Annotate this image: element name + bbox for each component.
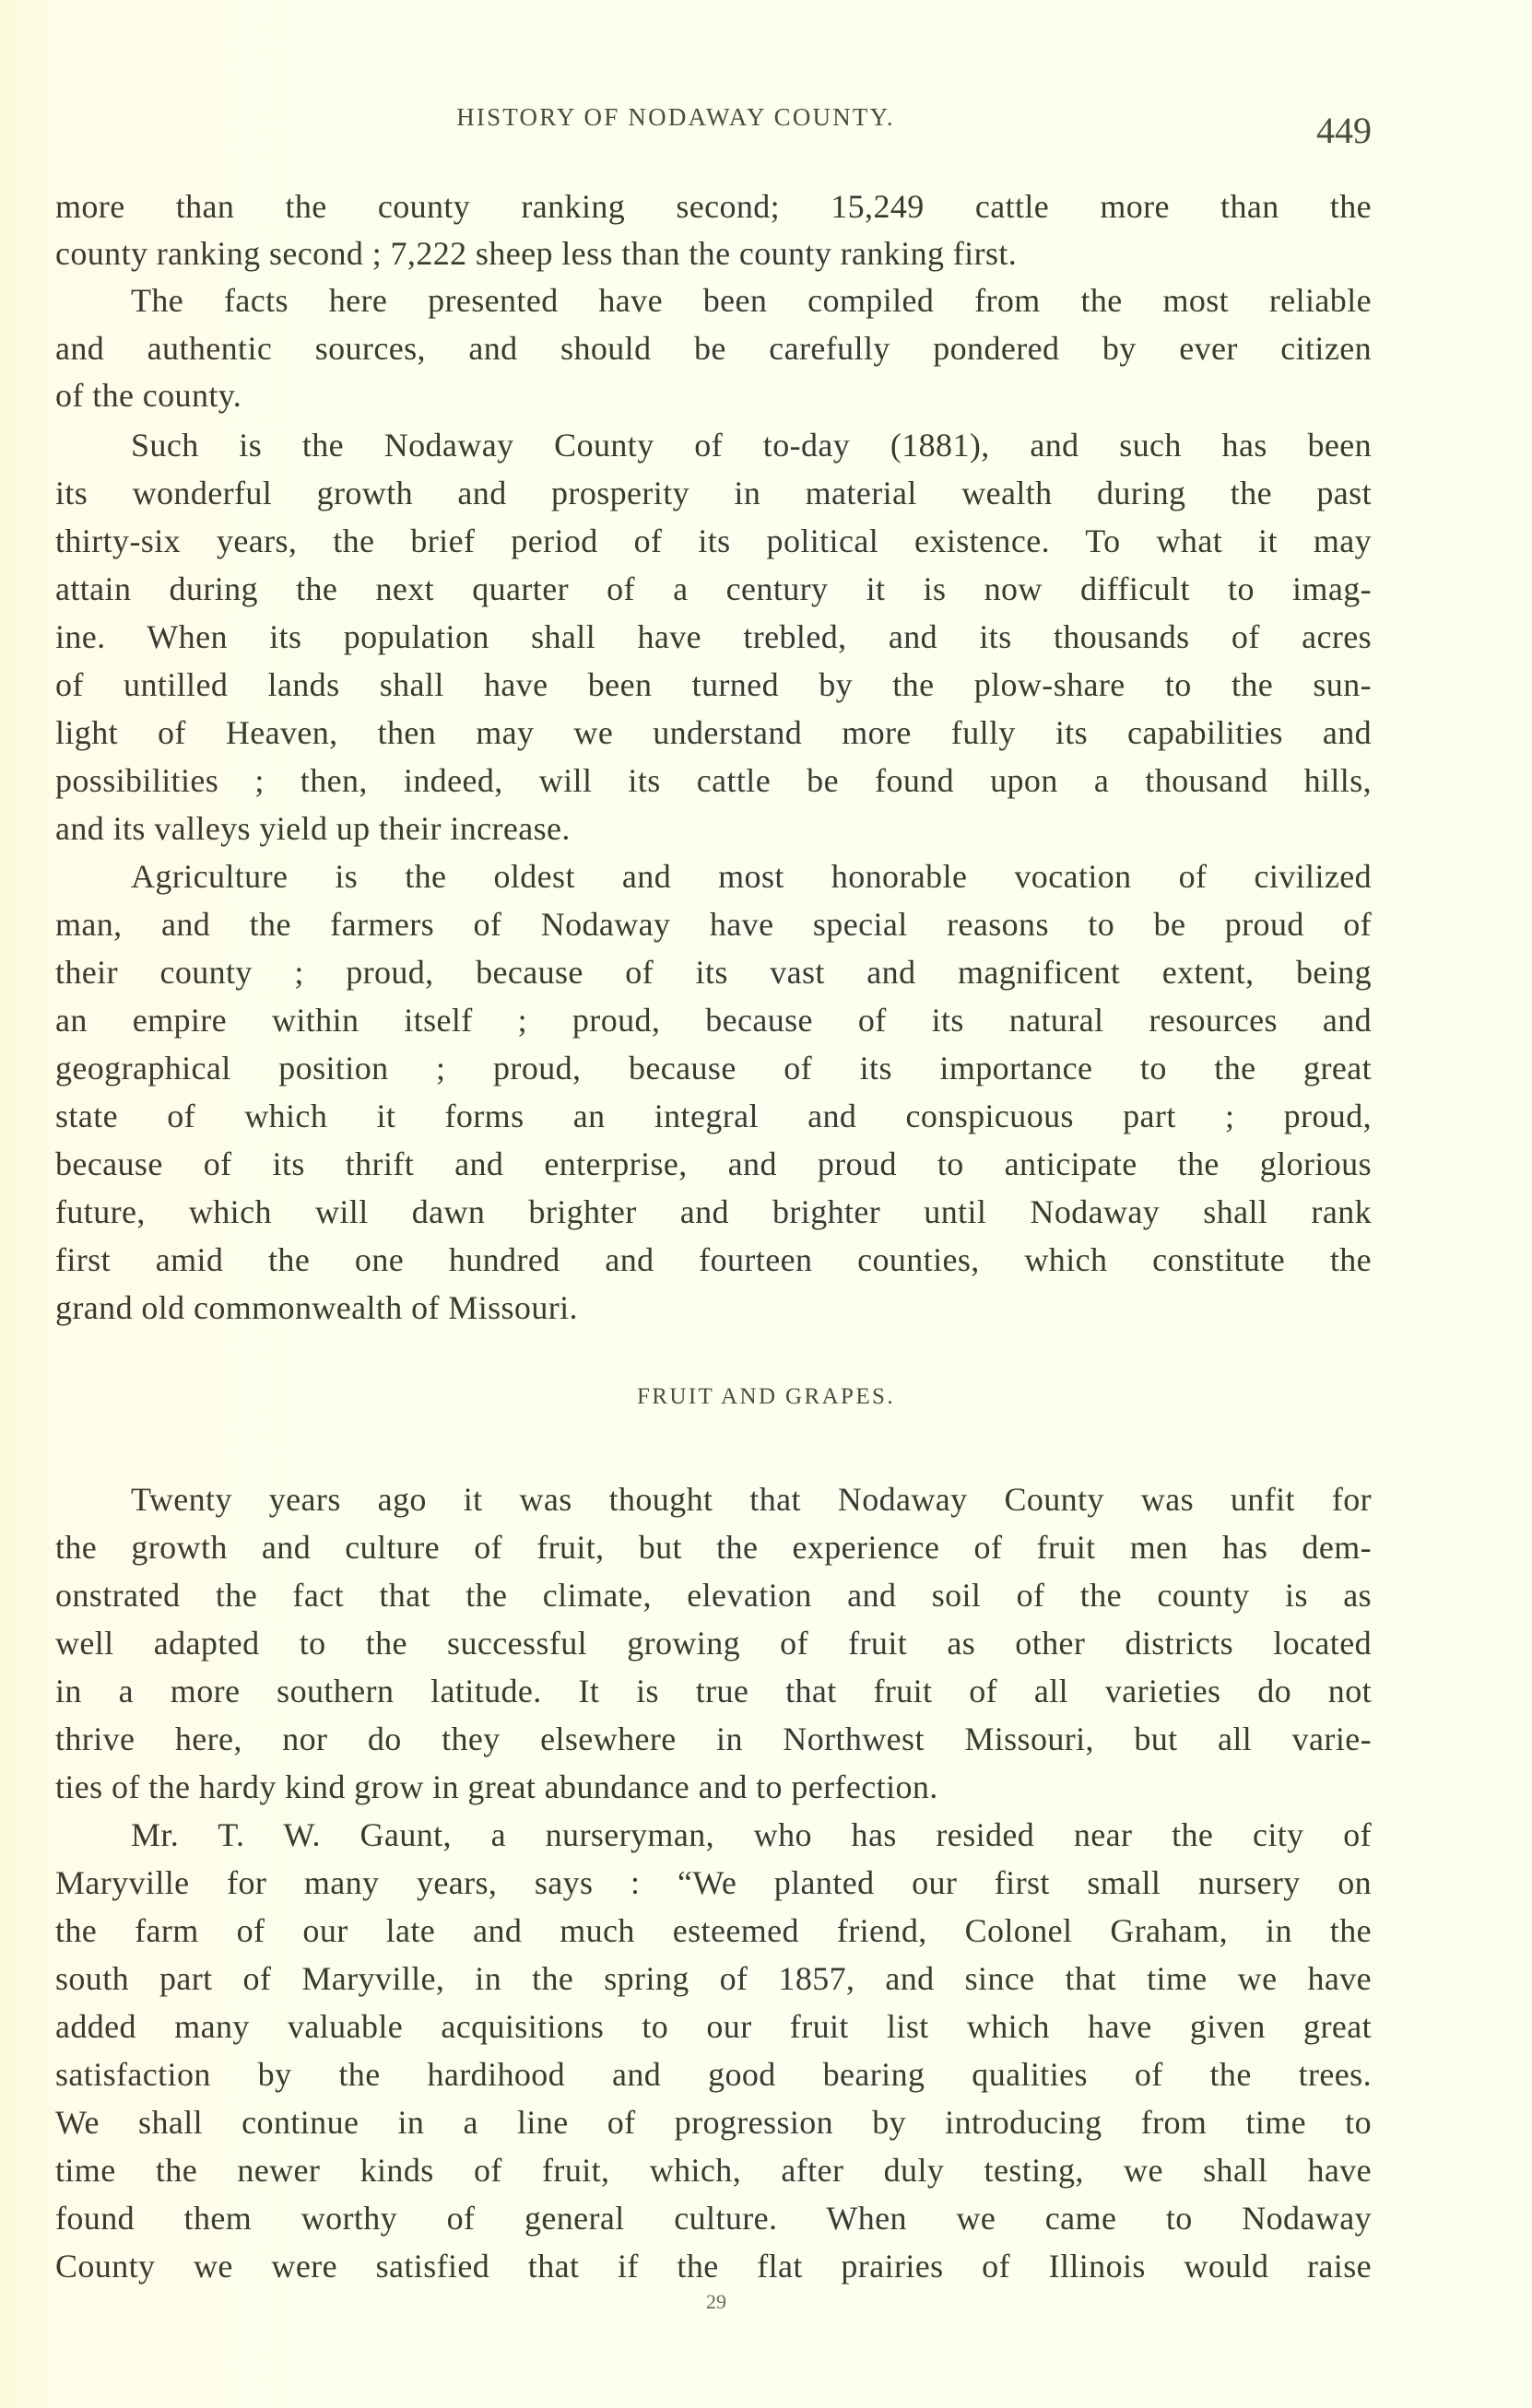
- text-line: possibilities ; then, indeed, will its cattle be found upon a thousand hills,: [55, 762, 1372, 799]
- text-line: ine. When its population shall have trebled, and its thousands of acres: [55, 618, 1372, 655]
- paragraph-first-line: Agriculture is the oldest and most honorable vocation of civilized: [131, 858, 1372, 895]
- text-line: ties of the hardy kind grow in great abundance and to perfection.: [55, 1768, 938, 1805]
- paragraph-first-line: Such is the Nodaway County of to-day (1881), and such has been: [131, 427, 1372, 464]
- running-head: [0, 103, 1532, 149]
- text-line: time the newer kinds of fruit, which, after duly testing, we shall have: [55, 2152, 1372, 2189]
- text-line: geographical position ; proud, because of its importance to the great: [55, 1050, 1372, 1087]
- text-line: well adapted to the successful growing of fruit as other districts located: [55, 1625, 1372, 1662]
- text-line: south part of Maryville, in the spring of 1857, and since that time we have: [55, 1960, 1372, 1997]
- text-line: thrive here, nor do they elsewhere in Northwest Missouri, but all varie-: [55, 1721, 1372, 1757]
- text-line: of untilled lands shall have been turned by the plow-share to the sun-: [55, 666, 1372, 703]
- text-line: and authentic sources, and should be carefully pondered by ever citizen: [55, 330, 1372, 367]
- text-line: first amid the one hundred and fourteen counties, which constitute the: [55, 1241, 1372, 1278]
- text-line: and its valleys yield up their increase.: [55, 810, 571, 847]
- text-line: We shall continue in a line of progression by introducing from time to: [55, 2104, 1372, 2141]
- text-line: because of its thrift and enterprise, and proud to anticipate the glorious: [55, 1145, 1372, 1182]
- text-line: Maryville for many years, says : “We planted our first small nursery on: [55, 1864, 1372, 1901]
- text-line: more than the county ranking second; 15,249 cattle more than the: [55, 188, 1372, 225]
- paragraph-first-line: Twenty years ago it was thought that Nodaway County was unfit for: [131, 1481, 1372, 1518]
- text-line: their county ; proud, because of its vast and magnificent extent, being: [55, 954, 1372, 991]
- text-line: light of Heaven, then may we understand more fully its capabilities and: [55, 714, 1372, 751]
- text-line: county ranking second ; 7,222 sheep less than the county ranking first.: [55, 235, 1018, 272]
- text-line: satisfaction by the hardihood and good bearing qualities of the trees.: [55, 2056, 1372, 2093]
- text-line: attain during the next quarter of a century it is now difficult to imag-: [55, 570, 1372, 607]
- text-line: found them worthy of general culture. When we came to Nodaway: [55, 2200, 1372, 2237]
- text-line: added many valuable acquisitions to our fruit list which have given great: [55, 2008, 1372, 2045]
- text-line: future, which will dawn brighter and brighter until Nodaway shall rank: [55, 1193, 1372, 1230]
- text-line: its wonderful growth and prosperity in material wealth during the past: [55, 475, 1372, 511]
- page-number: 449: [1316, 110, 1372, 151]
- text-line: in a more southern latitude. It is true that fruit of all varieties do not: [55, 1673, 1372, 1709]
- text-line: onstrated the fact that the climate, elevation and soil of the county is as: [55, 1577, 1372, 1614]
- paragraph-first-line: The facts here presented have been compiled from the most reliable: [131, 282, 1372, 319]
- text-line: of the county.: [55, 377, 242, 414]
- text-line: state of which it forms an integral and conspicuous part ; proud,: [55, 1098, 1372, 1134]
- text-line: the farm of our late and much esteemed friend, Colonel Graham, in the: [55, 1912, 1372, 1949]
- text-line: an empire within itself ; proud, because of its natural resources and: [55, 1002, 1372, 1039]
- paragraph-first-line: Mr. T. W. Gaunt, a nurseryman, who has resided near the city of: [131, 1816, 1372, 1853]
- text-line: thirty-six years, the brief period of its political existence. To what it may: [55, 523, 1372, 559]
- text-line: grand old commonwealth of Missouri.: [55, 1289, 578, 1326]
- text-line: County we were satisfied that if the flat prairies of Illinois would raise: [55, 2248, 1372, 2285]
- text-line: man, and the farmers of Nodaway have special reasons to be proud of: [55, 906, 1372, 943]
- text-line: the growth and culture of fruit, but the experience of fruit men has dem-: [55, 1529, 1372, 1566]
- section-heading: FRUIT AND GRAPES.: [637, 1384, 895, 1409]
- running-title: HISTORY OF NODAWAY COUNTY.: [456, 103, 895, 131]
- signature-mark: 29: [706, 2290, 726, 2313]
